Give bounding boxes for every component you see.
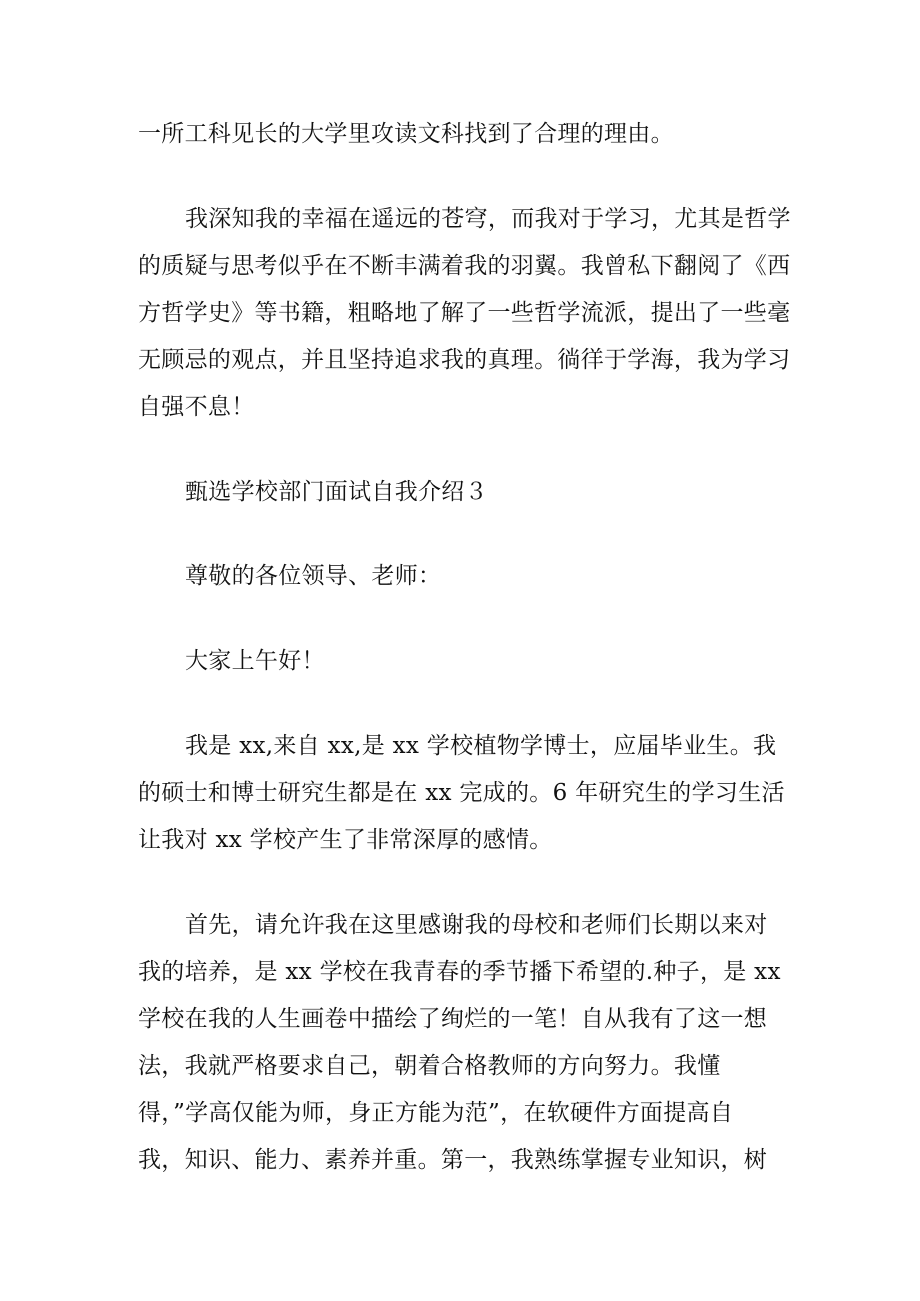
text-line: 学校在我的人生画卷中描绘了绚烂的一笔！自从我有了这一想	[138, 1006, 768, 1032]
text-line: 自强不息！	[138, 394, 255, 420]
paragraph-continuation: 一所工科见长的大学里攻读文科找到了合理的理由。	[138, 121, 674, 147]
text-line: 的硕士和博士研究生都是在 xx 完成的。6 年研究生的学习生活	[138, 780, 785, 806]
text-line: 我深知我的幸福在遥远的苍穹，而我对于学习，尤其是哲学	[185, 206, 791, 232]
salutation: 尊敬的各位领导、老师：	[185, 563, 442, 589]
text-line: 我的培养，是 xx 学校在我青春的季节播下希望的.种子，是 xx	[138, 959, 781, 985]
text-line: 法，我就严格要求自己，朝着合格教师的方向努力。我懂	[138, 1053, 721, 1079]
section-heading: 甄选学校部门面试自我介绍３	[185, 479, 488, 505]
text-line: 我，知识、能力、素养并重。第一，我熟练掌握专业知识，树	[138, 1147, 768, 1173]
text-line: 无顾忌的观点，并且坚持追求我的真理。徜徉于学海，我为学习	[138, 347, 791, 373]
text-line: 首先，请允许我在这里感谢我的母校和老师们长期以来对	[185, 912, 768, 938]
text-line: 让我对 xx 学校产生了非常深厚的感情。	[138, 827, 553, 853]
text-line: 得，”学高仅能为师，身正方能为范”，在软硬件方面提高自	[138, 1100, 734, 1126]
text-line: 方哲学史》等书籍，粗略地了解了一些哲学流派，提出了一些毫	[138, 300, 791, 326]
text-line: 我是 xx,来自 xx,是 xx 学校植物学博士，应届毕业生。我	[185, 733, 777, 759]
text-line: 的质疑与思考似乎在不断丰满着我的羽翼。我曾私下翻阅了《西	[138, 253, 791, 279]
greeting: 大家上午好！	[185, 648, 325, 674]
